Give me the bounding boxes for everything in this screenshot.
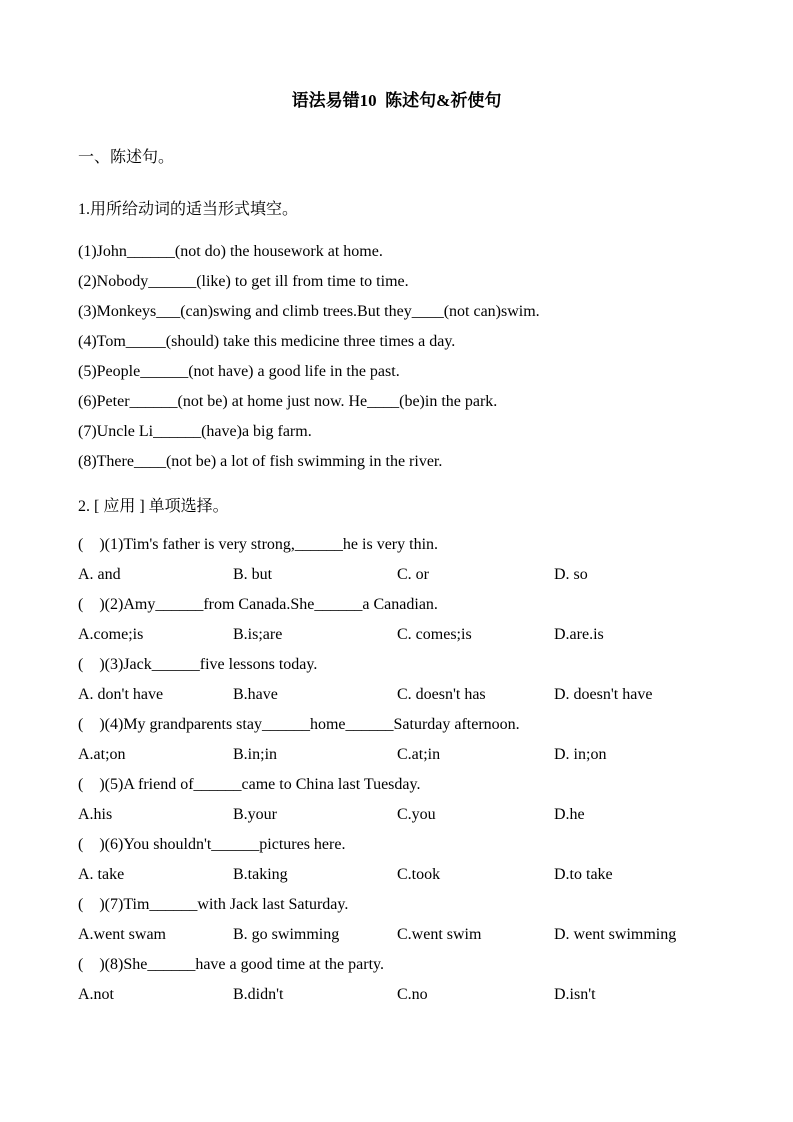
section1-instruction: 1.用所给动词的适当形式填空。 — [78, 201, 299, 218]
option-row-2 — [78, 620, 715, 650]
fill-in-list — [78, 237, 715, 477]
option-5-b: B.your — [233, 806, 277, 823]
option-7-d: D. went swimming — [554, 926, 677, 943]
fill-item-3: (3)Monkeys___(can)swing and climb trees.But they____(not can)swim. — [78, 303, 540, 320]
option-6-b: B.taking — [233, 866, 288, 883]
option-6-c: C.took — [397, 866, 441, 883]
fill-item-2: (2)Nobody______(like) to get ill from time to time. — [78, 273, 409, 290]
option-2-b: B.is;are — [233, 626, 283, 643]
question-stem-1: ( )(1)Tim's father is very strong,______he is very thin. — [78, 536, 439, 553]
section1-heading: 一、陈述句。 — [78, 149, 175, 166]
section2-instruction: 2. [ 应用 ] 单项选择。 — [78, 498, 229, 515]
question-stem-4: ( )(4)My grandparents stay______home______Saturday afternoon. — [78, 716, 520, 733]
option-2-a: A.come;is — [78, 626, 144, 643]
option-row-3 — [78, 680, 715, 710]
option-4-d: D. in;on — [554, 746, 607, 763]
option-1-a: A. and — [78, 566, 121, 583]
question-stem-5: ( )(5)A friend of______came to China last Tuesday. — [78, 776, 421, 793]
option-row-4 — [78, 740, 715, 770]
option-6-d: D.to take — [554, 866, 613, 883]
question-stem-6: ( )(6)You shouldn't______pictures here. — [78, 836, 346, 853]
question-stem-3: ( )(3)Jack______five lessons today. — [78, 656, 318, 673]
option-1-c: C. or — [397, 566, 429, 583]
option-5-a: A.his — [78, 806, 113, 823]
option-6-a: A. take — [78, 866, 125, 883]
option-3-b: B.have — [233, 686, 278, 703]
option-8-b: B.didn't — [233, 986, 284, 1003]
option-row-7 — [78, 920, 715, 950]
question-stem-7: ( )(7)Tim______with Jack last Saturday. — [78, 896, 349, 913]
question-stem-8: ( )(8)She______have a good time at the party. — [78, 956, 384, 973]
option-7-c: C.went swim — [397, 926, 482, 943]
fill-item-1: (1)John______(not do) the housework at home. — [78, 243, 383, 260]
fill-item-4: (4)Tom_____(should) take this medicine three times a day. — [78, 333, 456, 350]
option-3-d: D. doesn't have — [554, 686, 653, 703]
option-row-8 — [78, 980, 715, 1010]
option-4-a: A.at;on — [78, 746, 126, 763]
fill-item-8: (8)There____(not be) a lot of fish swimming in the river. — [78, 453, 443, 470]
option-2-d: D.are.is — [554, 626, 604, 643]
option-row-1 — [78, 560, 715, 590]
option-5-c: C.you — [397, 806, 436, 823]
option-2-c: C. comes;is — [397, 626, 472, 643]
option-7-a: A.went swam — [78, 926, 166, 943]
option-7-b: B. go swimming — [233, 926, 340, 943]
option-1-d: D. so — [554, 566, 588, 583]
option-row-6 — [78, 860, 715, 890]
multiple-choice-list — [78, 530, 715, 1010]
fill-item-6: (6)Peter______(not be) at home just now. He____(be)in the park. — [78, 393, 498, 410]
question-stem-2: ( )(2)Amy______from Canada.She______a Canadian. — [78, 596, 438, 613]
fill-item-5: (5)People______(not have) a good life in the past. — [78, 363, 400, 380]
option-8-a: A.not — [78, 986, 114, 1003]
option-4-c: C.at;in — [397, 746, 441, 763]
option-8-d: D.isn't — [554, 986, 596, 1003]
option-5-d: D.he — [554, 806, 585, 823]
option-8-c: C.no — [397, 986, 428, 1003]
option-row-5 — [78, 800, 715, 830]
fill-item-7: (7)Uncle Li______(have)a big farm. — [78, 423, 312, 440]
option-1-b: B. but — [233, 566, 273, 583]
page-title: 语法易错10 陈述句&祈使句 — [291, 91, 502, 110]
option-4-b: B.in;in — [233, 746, 278, 763]
option-3-a: A. don't have — [78, 686, 164, 703]
option-3-c: C. doesn't has — [397, 686, 486, 703]
